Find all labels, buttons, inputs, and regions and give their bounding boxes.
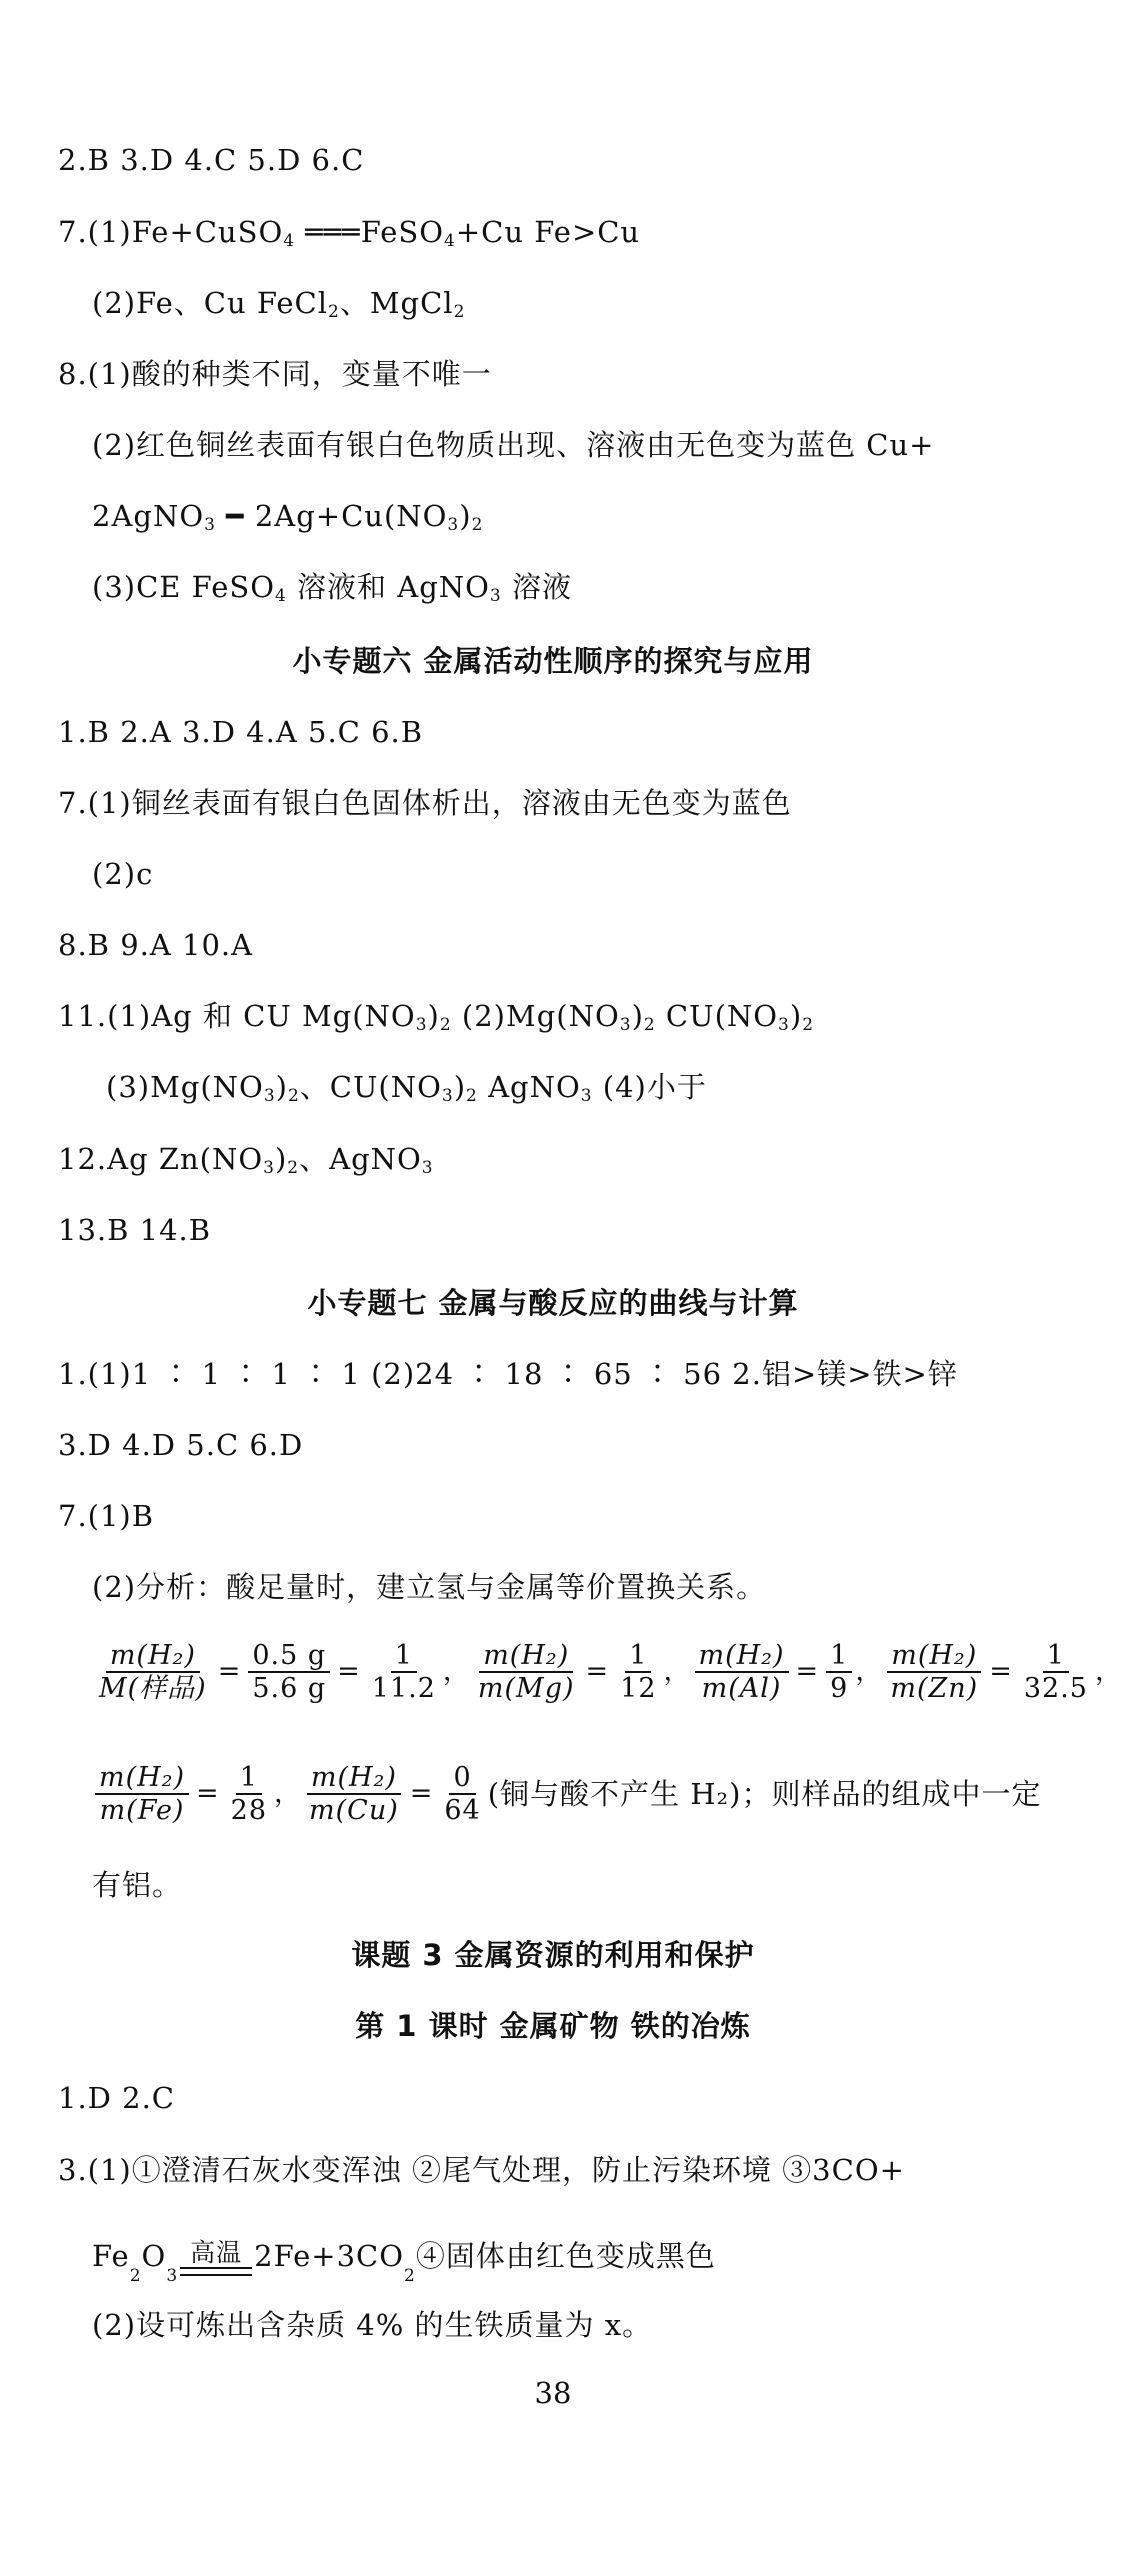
answer-line-18: 7.(1)B	[58, 1499, 155, 1533]
section-heading-7: 小专题七 金属与酸反应的曲线与计算	[307, 1286, 799, 1320]
answer-line-4: 8.(1)酸的种类不同，变量不唯一	[58, 357, 492, 391]
answer-line-12: 11.(1)Ag 和 CU $Mg(NO_3)_2$ $(2)Mg(NO_3)_2$ $CU(NO_3)_2$	[58, 999, 815, 1035]
answer-line-5: (2)红色铜丝表面有银白色物质出现、溶液由无色变为蓝色 Cu+	[92, 428, 935, 462]
answer-line-16: 1.(1)1 ∶ 1 ∶ 1 ∶ 1 (2)24 ∶ 18 ∶ 65 ∶ 56 2.铝>镁>铁>锌	[58, 1357, 958, 1391]
answer-line-24: 3.(1)①澄清石灰水变浑浊 ②尾气处理，防止污染环境 ③3CO+	[58, 2153, 905, 2187]
fraction-h2-cu: $\frac{\text{m(H₂)}}{m(Cu)}$	[305, 1762, 403, 1826]
fraction-equation-row-2: $\frac{\text{m(H₂)}}{m(Fe)}$ = $\frac{1}{28}$ ， $\frac{\text{m(H₂)}}{m(Cu)}$ = $\frac{0}{64}$ (铜与酸不产生 H₂)；则样品的组成中一定	[92, 1762, 1042, 1826]
fraction-h2-al: $\frac{\text{m(H₂)}}{m(Al)}$	[695, 1640, 789, 1704]
fraction-0-64: $\frac{0}{64}$	[444, 1762, 481, 1827]
lesson-heading: 课题 3 金属资源的利用和保护	[351, 1938, 755, 1972]
answer-line-17: 3.D 4.D 5.C 6.D	[58, 1428, 304, 1462]
fraction-h2-mg: $\frac{\text{m(H₂)}}{m(Mg)}$	[477, 1640, 575, 1705]
answer-line-26: (2)设可炼出含杂质 4% 的生铁质量为 x。	[92, 2308, 653, 2342]
fraction-1-12: $\frac{1}{12}$	[620, 1640, 657, 1705]
answer-line-23: 1.D 2.C	[58, 2081, 175, 2115]
fraction-h2-sample: $\frac{\text{m(H₂)}}{\text{M(样品)}}$	[99, 1640, 207, 1705]
fraction-1-11-2: $\frac{1}{11.2}$	[371, 1640, 436, 1705]
fraction-mass-ratio: $\frac{0.5 g}{5.6 g}$	[248, 1640, 330, 1704]
answer-line-2: 7.(1)Fe+CuSO$_4$ ═══FeSO$_4$+Cu Fe>Cu	[58, 215, 641, 251]
answer-line-19: (2)分析：酸足量时，建立氢与金属等价置换关系。	[92, 1570, 767, 1604]
reaction-condition-high-temp: 高温	[180, 2240, 252, 2276]
fraction-1-32-5: $\frac{1}{32.5}$	[1023, 1640, 1088, 1705]
answer-line-8: 1.B 2.A 3.D 4.A 5.C 6.B	[58, 715, 424, 749]
answer-line-14: 12.Ag $Zn(NO_3)_2$、AgNO$_3$	[58, 1142, 434, 1178]
answer-line-3: (2)Fe、Cu FeCl$_2$、MgCl$_2$	[92, 286, 466, 322]
fraction-1-9: $\frac{1}{9}$	[826, 1640, 852, 1704]
section-heading-6: 小专题六 金属活动性顺序的探究与应用	[292, 644, 814, 678]
fraction-h2-zn: $\frac{\text{m(H₂)}}{m(Zn)}$	[886, 1640, 982, 1704]
fraction-1-28: $\frac{1}{28}$	[230, 1762, 268, 1827]
answer-line-22: 有铝。	[92, 1868, 183, 1902]
page-number: 38	[534, 2376, 572, 2410]
answer-line-6: 2AgNO$_3$ ━ $2Ag+Cu(NO_3)_2$	[92, 499, 484, 535]
conclusion-text: (铜与酸不产生 H₂)；则样品的组成中一定	[487, 1777, 1042, 1812]
answer-line-11: 8.B 9.A 10.A	[58, 928, 254, 962]
answer-line-7: (3)CE FeSO$_4$ 溶液和 AgNO$_3$ 溶液	[92, 570, 572, 606]
fraction-h2-fe: $\frac{\text{m(H₂)}}{m(Fe)}$	[95, 1762, 189, 1826]
answer-line-15: 13.B 14.B	[58, 1213, 212, 1247]
answer-line-10: (2)c	[92, 857, 154, 891]
answer-line-25: Fe 2 O 3 高温 2Fe+3CO 2 ④固体由红色变成黑色	[92, 2238, 716, 2286]
answer-line-13: $(3)Mg(NO_3)_2$、$CU(NO_3)_2$ AgNO$_3$ (4)小于	[106, 1070, 707, 1106]
answer-line-1: 2.B 3.D 4.C 5.D 6.C	[58, 143, 365, 177]
fraction-equation-row-1: $\frac{\text{m(H₂)}}{\text{M(样品)}}$ = $\frac{0.5 g}{5.6 g}$ = $\frac{1}{11.2}$ ， $\frac{\text{m(H₂)}}{m(Mg)}$ = $\frac{1}{12}$ ， $\frac{\text{m(H₂)}}{m(Al)}$ = $\frac{1}{9}$ ， $\frac{\text{m(H₂)}}{m(Zn)}$ = $\frac{1}{32.5}$ ，	[92, 1640, 1123, 1704]
lesson-subheading: 第 1 课时 金属矿物 铁的冶炼	[355, 2009, 751, 2043]
answer-line-9: 7.(1)铜丝表面有银白色固体析出，溶液由无色变为蓝色	[58, 786, 792, 820]
